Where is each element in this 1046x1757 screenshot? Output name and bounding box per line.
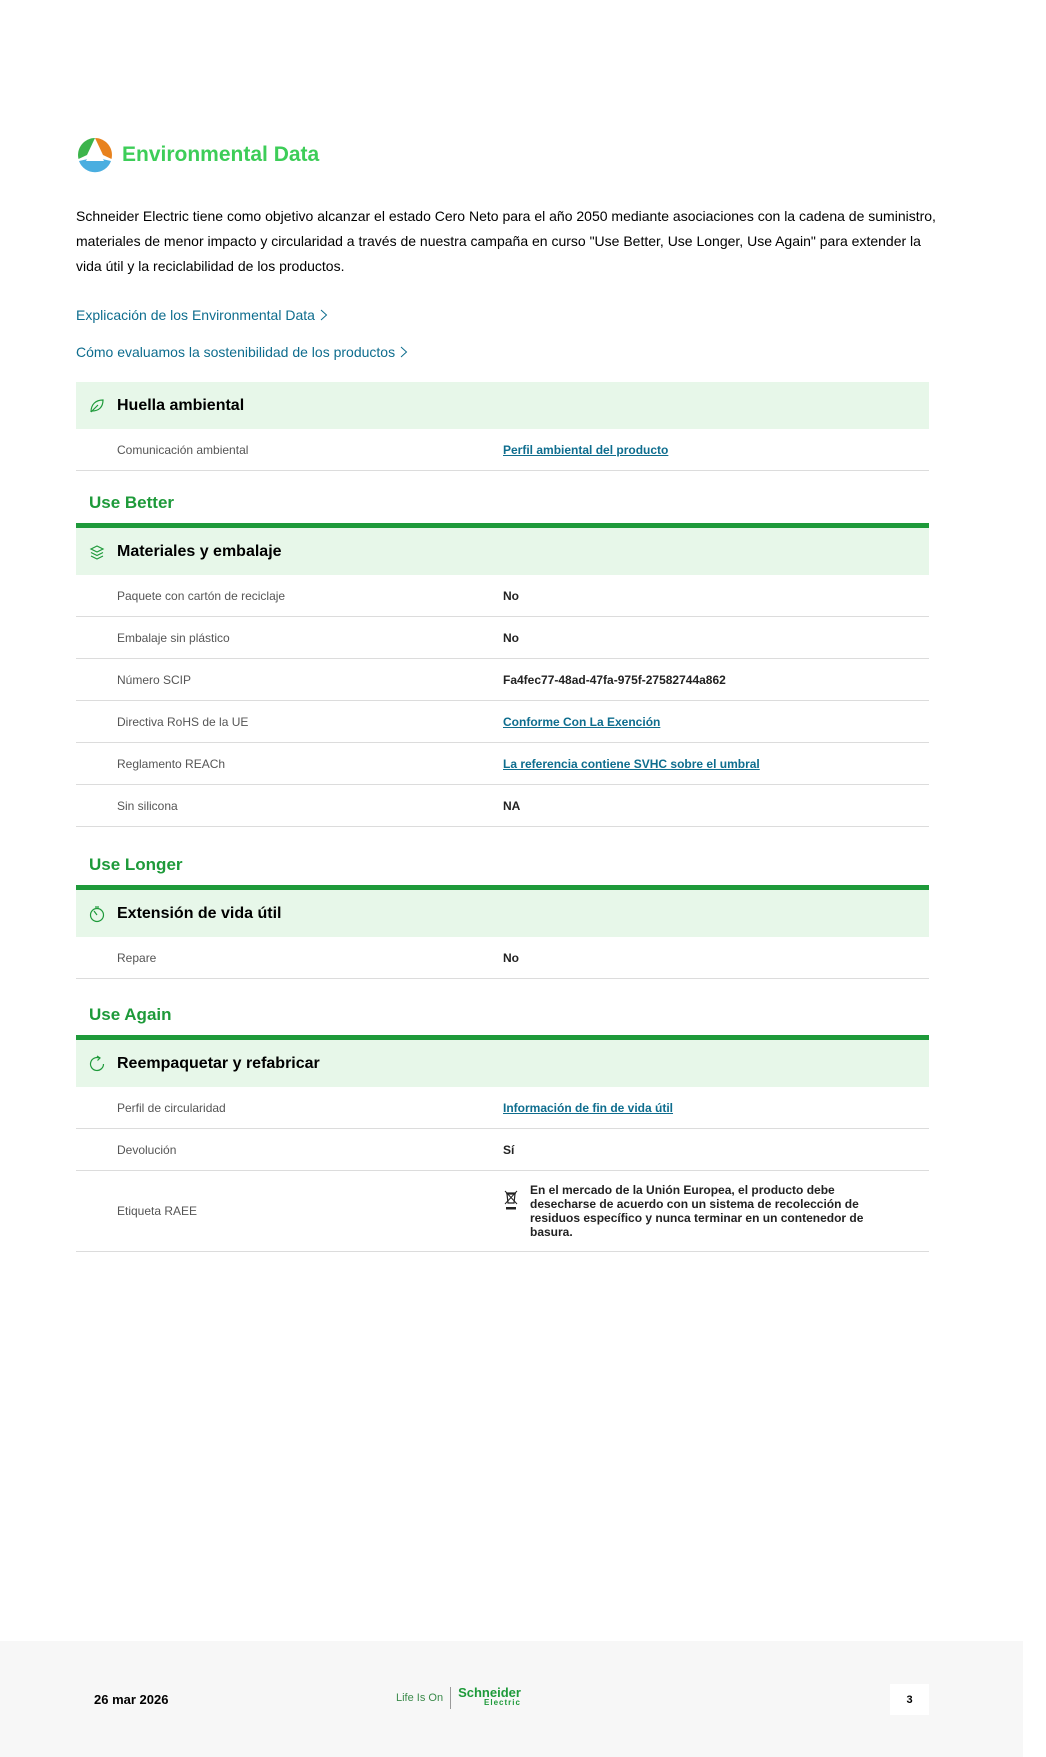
section-heading: Use Again: [89, 1005, 172, 1024]
section-band: [76, 528, 929, 575]
table-row: [76, 429, 929, 471]
section-band: [76, 382, 929, 429]
brand-sub: Electric: [484, 1698, 521, 1707]
table-row: [76, 659, 929, 701]
environmental-profile-link[interactable]: Perfil ambiental del producto: [503, 442, 669, 457]
row-label: Paquete con cartón de reciclaje: [117, 588, 286, 603]
brand-name: Schneider: [458, 1685, 521, 1700]
band-title: Huella ambiental: [117, 396, 245, 414]
environmental-logo-icon: [76, 136, 114, 174]
band-title: Extensión de vida útil: [117, 904, 282, 922]
band-title: Reempaquetar y refabricar: [117, 1054, 320, 1072]
rohs-link[interactable]: Conforme Con La Exención: [503, 714, 661, 729]
table-row: [76, 701, 929, 743]
row-label: Número SCIP: [117, 672, 192, 687]
brand-logo: [396, 1687, 521, 1709]
use-longer-section: [76, 845, 929, 979]
footer-date: 26 mar 2026: [94, 1692, 169, 1707]
page-footer: [0, 1641, 1023, 1757]
row-label: Devolución: [117, 1142, 177, 1157]
table-row: [76, 1171, 929, 1252]
section-heading: Use Better: [89, 493, 175, 512]
row-label: Embalaje sin plástico: [117, 630, 230, 645]
scip-number: Fa4fec77-48ad-47fa-975f-27582744a862: [503, 672, 726, 687]
footprint-section: [76, 382, 929, 471]
weee-description: En el mercado de la Unión Europea, el producto debe desecharse de acuerdo con un sistema de recolección de residuos específico y nunca terminar en un contenedor de basura.: [530, 1183, 864, 1239]
row-label: Perfil de circularidad: [117, 1100, 226, 1115]
intro-paragraph: Schneider Electric tiene como objetivo alcanzar el estado Cero Neto para el año 2050 mediante asociaciones con la cadena de suministro, materiales de menor impacto y circularidad a través de nuestra campaña en curso "Use Better, Use Longer, Use Again" para extender la vida útil y la reciclabilidad de los productos.: [76, 208, 936, 274]
table-row: [76, 1129, 929, 1171]
row-value: Sí: [503, 1142, 515, 1157]
refresh-icon: [88, 1055, 106, 1073]
reach-link[interactable]: La referencia contiene SVHC sobre el umbral: [503, 756, 760, 771]
timer-icon: [88, 905, 106, 923]
band-title: Materiales y embalaje: [117, 542, 282, 560]
row-label: Etiqueta RAEE: [117, 1204, 198, 1218]
page-header: [76, 136, 319, 174]
leaf-icon: [88, 397, 106, 415]
chevron-right-icon: [400, 346, 408, 358]
sustainability-evaluation-link[interactable]: [76, 344, 408, 360]
chevron-right-icon: [320, 309, 328, 321]
table-row: [76, 1087, 929, 1129]
row-label: Repare: [117, 950, 157, 965]
use-again-section: [76, 995, 929, 1252]
link-label: Cómo evaluamos la sostenibilidad de los productos: [76, 344, 396, 360]
table-row: [76, 937, 929, 979]
section-heading: Use Longer: [89, 855, 183, 874]
row-value: No: [503, 588, 519, 603]
table-row: [76, 575, 929, 617]
table-row: [76, 743, 929, 785]
row-value: NA: [503, 798, 521, 813]
page-number: 3: [890, 1684, 929, 1715]
schneider-logo: [458, 1685, 521, 1708]
page-title: Environmental Data: [122, 143, 320, 166]
table-row: [76, 785, 929, 827]
table-row: [76, 617, 929, 659]
tagline: Life Is On: [396, 1692, 444, 1704]
link-label: Explicación de los Environmental Data: [76, 307, 315, 323]
end-of-life-info-link[interactable]: Información de fin de vida útil: [503, 1100, 674, 1115]
layers-icon: [88, 543, 106, 561]
crossed-bin-icon: [503, 1189, 519, 1211]
row-label: Reglamento REACh: [117, 756, 226, 771]
use-better-section: [76, 483, 929, 827]
row-value: No: [503, 630, 519, 645]
row-label: Comunicación ambiental: [117, 442, 249, 457]
environmental-data-explanation-link[interactable]: [76, 307, 328, 323]
row-value: No: [503, 950, 519, 965]
weee-value: [503, 1171, 870, 1251]
section-band: [76, 1040, 929, 1087]
divider: [450, 1687, 451, 1709]
section-band: [76, 890, 929, 937]
row-label: Sin silicona: [117, 798, 178, 813]
row-label: Directiva RoHS de la UE: [117, 714, 249, 729]
